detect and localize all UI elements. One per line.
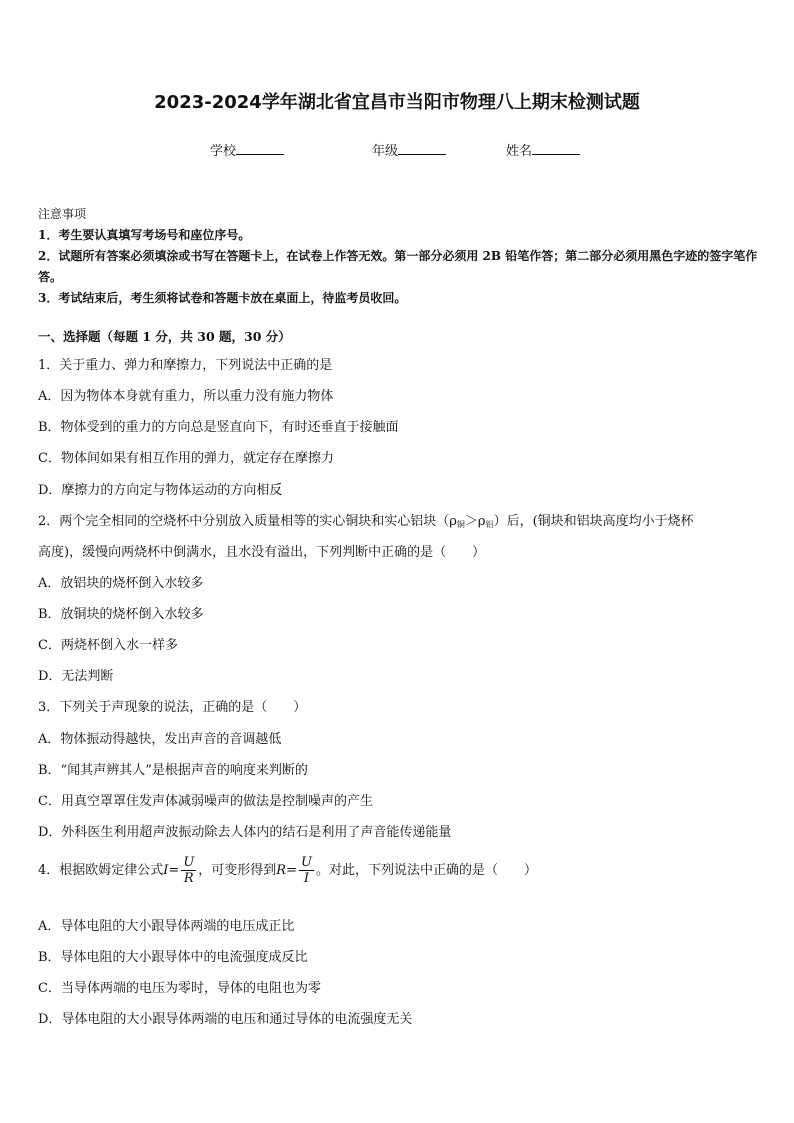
name-field: [506, 140, 580, 159]
question-2-stem-line2: 高度)，缓慢向两烧杯中倒满水，且水没有溢出，下列判断中正确的是（ ）: [38, 545, 486, 560]
page-title: 2023-2024学年湖北省宜昌市当阳市物理八上期末检测试题: [154, 92, 640, 113]
question-2-option-d: D．无法判断: [38, 669, 114, 684]
question-3-option-b: B．“闻其声辨其人”是根据声音的响度来判断的: [38, 763, 308, 778]
section-heading: 一、选择题（每题 1 分，共 30 题，30 分）: [38, 329, 291, 344]
question-3-option-d: D．外科医生利用超声波振动除去人体内的结石是利用了声音能传递能量: [38, 825, 452, 840]
question-3-option-a: A．物体振动得越快，发出声音的音调越低: [38, 732, 282, 747]
question-2-stem-part-a: 2．两个完全相同的空烧杯中分别放入质量相等的实心铜块和实心铝块（ρ: [38, 514, 457, 529]
question-2-option-a: A．放铝块的烧杯倒入水较多: [38, 576, 204, 591]
notice-heading: 注意事项: [38, 207, 87, 221]
question-2-stem-line1: [38, 510, 768, 530]
question-4-stem: [38, 855, 768, 886]
grade-field: [372, 140, 446, 159]
notice-item: 3．考试结束后，考生须将试卷和答题卡放在桌面上，待监考员收回。: [38, 291, 407, 305]
formula-2-denominator: I: [303, 871, 310, 886]
formula-1-denominator: R: [183, 871, 194, 886]
notice-item: 2．试题所有答案必须填涂或书写在答题卡上，在试卷上作答无效。第一部分必须用 2B 铅笔作答；第二部分必须用黑色字迹的签字笔作答。: [38, 249, 758, 284]
subscript-aluminum: 铝: [485, 520, 494, 529]
formula-1-fraction: [181, 855, 196, 886]
school-field: [210, 140, 284, 159]
greater-than-rho: ＞ρ: [464, 514, 486, 529]
formula-1-lhs: I=: [163, 863, 180, 878]
question-2-option-c: C．两烧杯倒入水一样多: [38, 638, 178, 653]
question-4-stem-part-a: 4．根据欧姆定律公式: [38, 863, 164, 878]
question-4-option-d: D．导体电阻的大小跟导体两端的电压和通过导体的电流强度无关: [38, 1012, 413, 1027]
question-2-option-b: B．放铜块的烧杯倒入水较多: [38, 607, 204, 622]
grade-label: 年级: [372, 144, 399, 159]
question-1-option-a: A．因为物体本身就有重力，所以重力没有施力物体: [38, 389, 334, 404]
formula-2-fraction: [299, 855, 314, 886]
name-label: 姓名: [506, 144, 533, 159]
question-1-option-d: D．摩擦力的方向定与物体运动的方向相反: [38, 483, 283, 498]
formula-2-lhs: R=: [276, 863, 297, 878]
question-3-stem: 3．下列关于声现象的说法，正确的是（ ）: [38, 700, 307, 715]
subscript-copper: 铜: [456, 520, 465, 529]
school-blank: [236, 141, 284, 155]
question-1-option-c: C．物体间如果有相互作用的弹力，就定存在摩擦力: [38, 451, 334, 466]
formula-1-numerator: U: [183, 855, 195, 870]
question-1-option-b: B．物体受到的重力的方向总是竖直向下，有时还垂直于接触面: [38, 420, 399, 435]
question-2-stem-part-b: ）后，(铜块和铝块高度均小于烧杯: [493, 514, 694, 529]
grade-blank: [398, 141, 446, 155]
question-4-option-a: A．导体电阻的大小跟导体两端的电压成正比: [38, 919, 295, 934]
question-1-stem: 1．关于重力、弹力和摩擦力，下列说法中正确的是: [38, 358, 333, 373]
name-blank: [532, 141, 580, 155]
question-4-option-c: C．当导体两端的电压为零时，导体的电阻也为零: [38, 981, 321, 996]
question-3-option-c: C．用真空罩罩住发声体减弱噪声的做法是控制噪声的产生: [38, 794, 373, 809]
question-4-stem-part-b: ，可变形得到: [198, 863, 277, 878]
notice-block: [38, 204, 762, 309]
notice-item: 1．考生要认真填写考场号和座位序号。: [38, 228, 251, 242]
question-4-stem-part-c: 。对此，下列说法中正确的是（ ）: [315, 863, 537, 878]
school-label: 学校: [210, 144, 237, 159]
formula-2-numerator: U: [300, 855, 312, 870]
question-4-option-b: B．导体电阻的大小跟导体中的电流强度成反比: [38, 950, 308, 965]
